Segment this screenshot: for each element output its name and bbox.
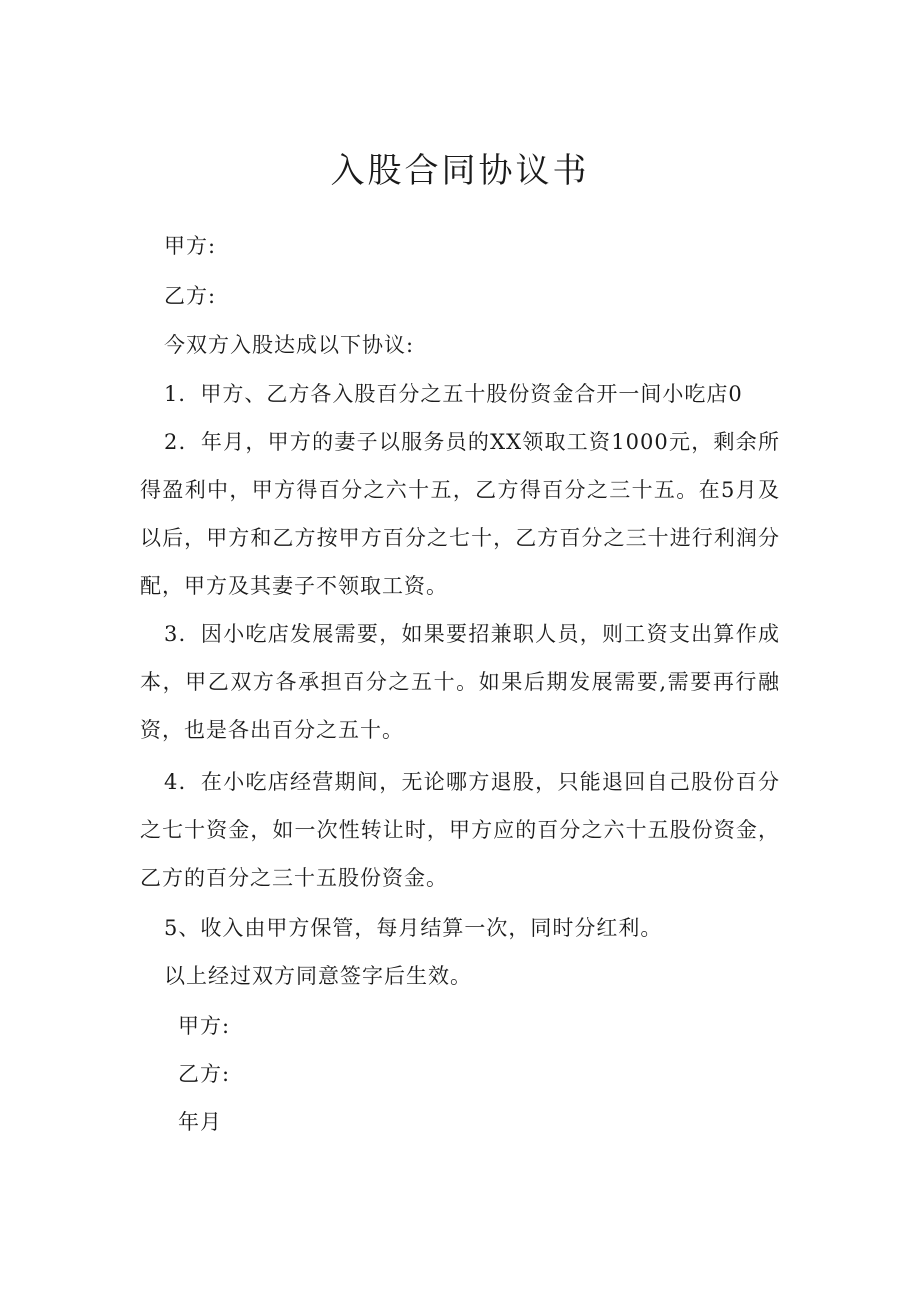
signature-date: 年月 [178, 1110, 222, 1134]
page-title: 入股合同协议书 [330, 151, 590, 191]
signature-party-a: 甲方: [178, 1014, 231, 1038]
clause-1: 1．甲方、乙方各入股百分之五十股份资金合开一间小吃店0 [164, 382, 743, 406]
party-a-label: 甲方: [164, 234, 217, 258]
party-b-label: 乙方: [164, 284, 217, 308]
clause-4: 4．在小吃店经营期间，无论哪方退股，只能退回自己股份百分之七十资金，如一次性转让时，甲方应的百分之六十五股份资金，乙方的百分之三十五股份资金。 [140, 770, 780, 890]
signature-party-b: 乙方: [178, 1062, 231, 1086]
clause-5: 5、收入由甲方保管，每月结算一次，同时分红利。 [164, 916, 663, 940]
closing-text: 以上经过双方同意签字后生效。 [164, 964, 472, 988]
clause-3: 3．因小吃店发展需要，如果要招兼职人员，则工资支出算作成本，甲乙双方各承担百分之五十。如果后期发展需要,需要再行融资，也是各出百分之五十。 [140, 622, 780, 742]
intro-text: 今双方入股达成以下协议: [164, 333, 415, 357]
clause-2: 2．年月，甲方的妻子以服务员的XX领取工资1000元，剩余所得盈利中，甲方得百分之六十五，乙方得百分之三十五。在5月及以后，甲方和乙方按甲方百分之七十，乙方百分之三十进行利润分配，甲方及其妻子不领取工资。 [140, 430, 780, 598]
